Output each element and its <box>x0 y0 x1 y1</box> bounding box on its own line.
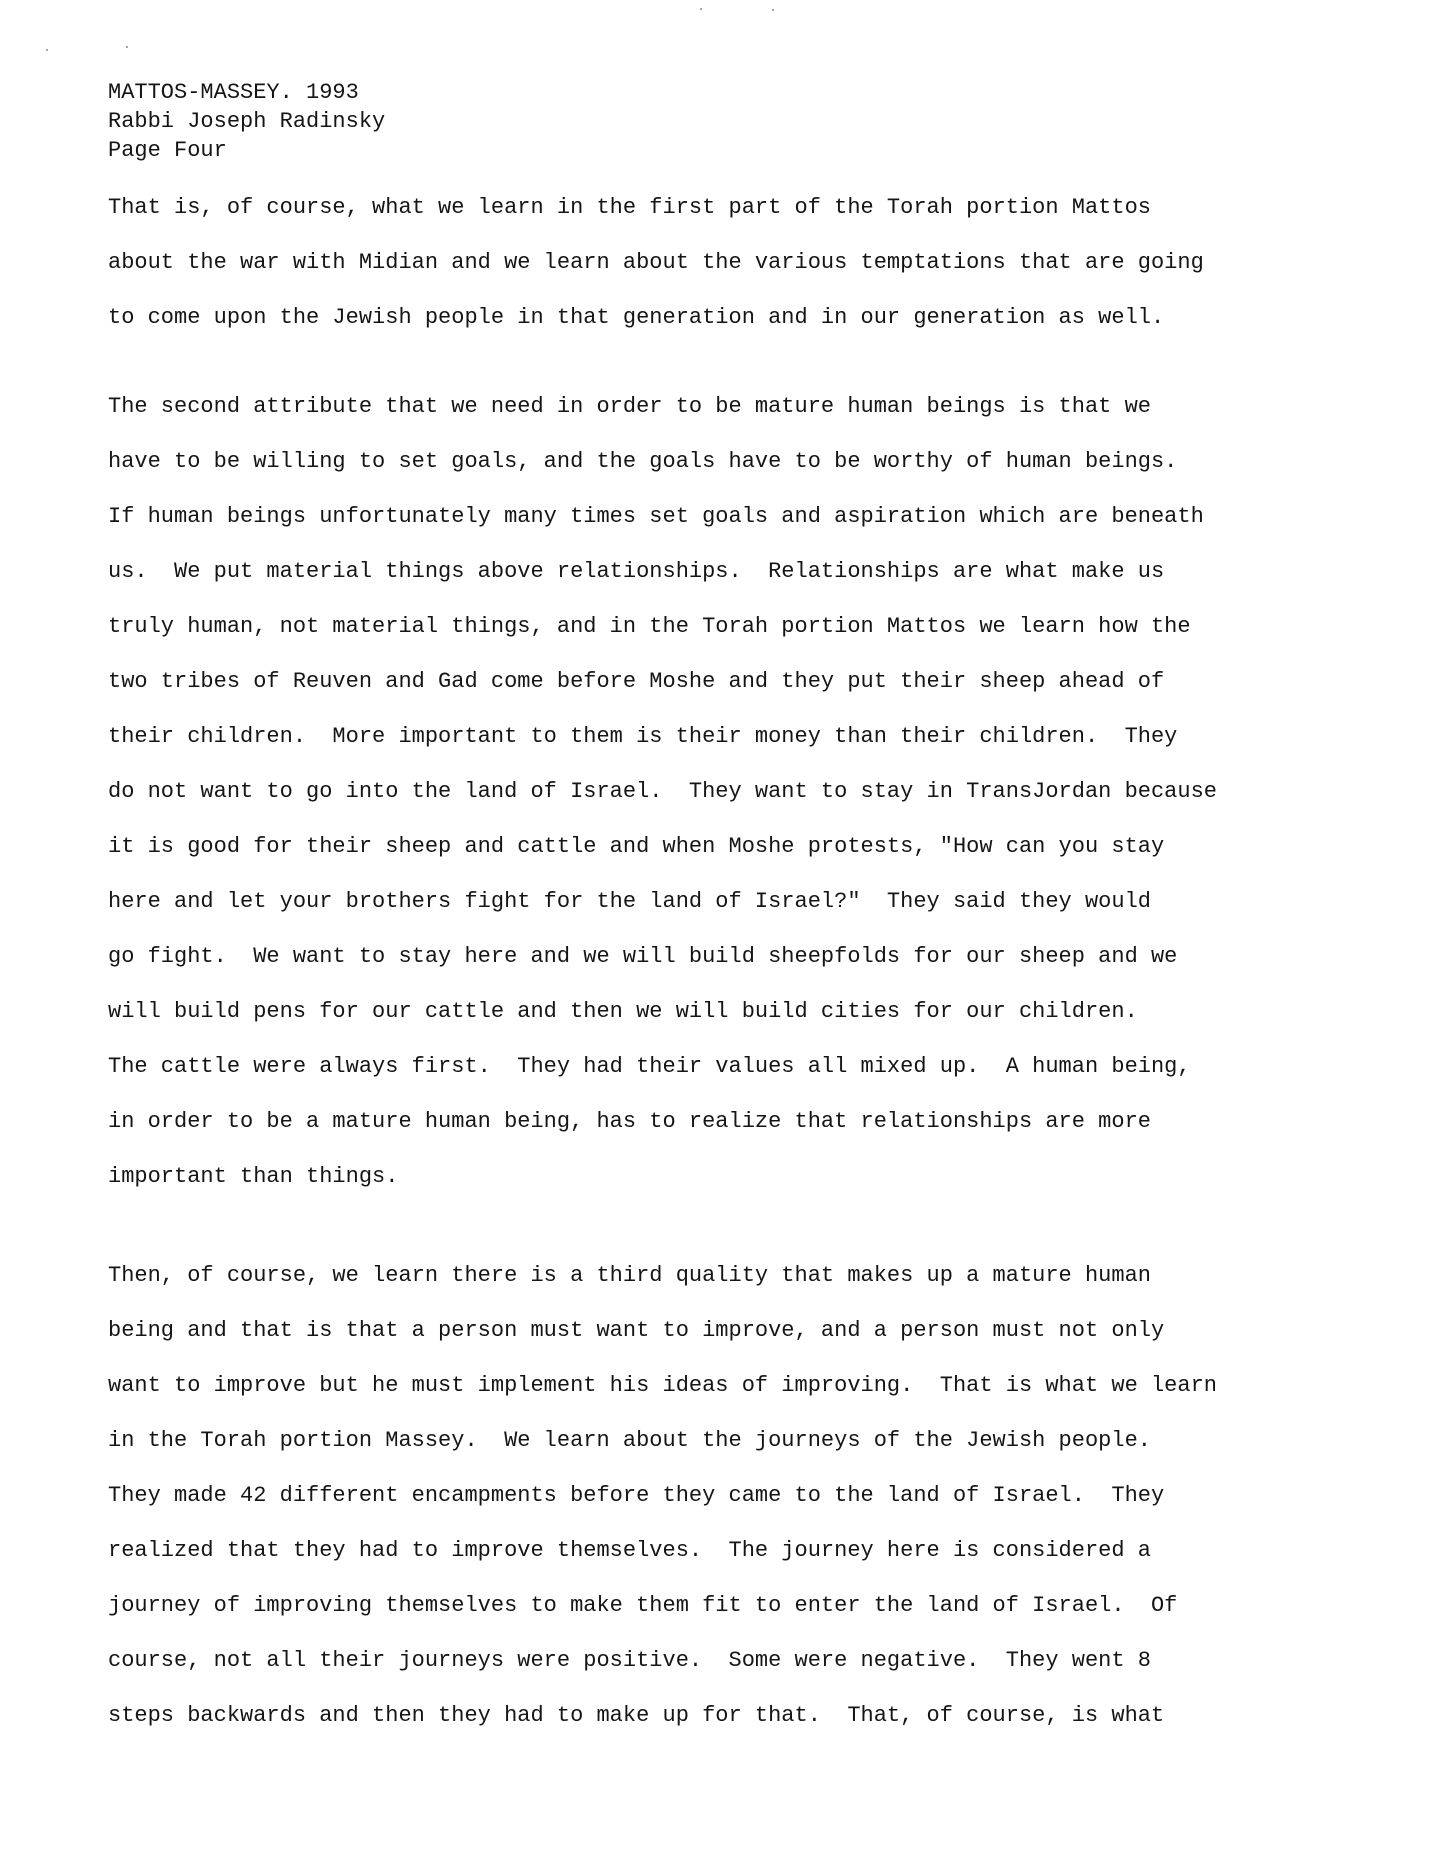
document-author: Rabbi Joseph Radinsky <box>108 109 386 134</box>
paragraph-2 <box>108 392 1238 1217</box>
scan-speck <box>700 8 702 10</box>
paragraph-1 <box>108 193 1238 358</box>
text-line: important than things. <box>108 1164 399 1189</box>
text-line: If human beings unfortunately many times set goals and aspiration which are beneath <box>108 504 1204 529</box>
text-line: about the war with Midian and we learn about the various temptations that are going <box>108 250 1204 275</box>
text-line: will build pens for our cattle and then we will build cities for our children. <box>108 999 1138 1024</box>
text-line: course, not all their journeys were positive. Some were negative. They went 8 <box>108 1648 1151 1673</box>
text-line: in the Torah portion Massey. We learn about the journeys of the Jewish people. <box>108 1428 1151 1453</box>
text-line: here and let your brothers fight for the land of Israel?" They said they would <box>108 889 1151 914</box>
document-title: MATTOS-MASSEY. 1993 <box>108 80 359 105</box>
text-line: to come upon the Jewish people in that generation and in our generation as well. <box>108 305 1165 330</box>
text-line: realized that they had to improve themselves. The journey here is considered a <box>108 1538 1151 1563</box>
paragraph-3 <box>108 1261 1238 1756</box>
page-label: Page Four <box>108 138 227 163</box>
text-line: do not want to go into the land of Israel. They want to stay in TransJordan because <box>108 779 1217 804</box>
text-line: two tribes of Reuven and Gad come before Moshe and they put their sheep ahead of <box>108 669 1165 694</box>
text-line: it is good for their sheep and cattle and when Moshe protests, "How can you stay <box>108 834 1165 859</box>
text-line: That is, of course, what we learn in the first part of the Torah portion Mattos <box>108 195 1151 220</box>
document-header <box>108 78 385 165</box>
scan-speck <box>46 49 48 51</box>
scan-speck <box>126 46 128 48</box>
text-line: want to improve but he must implement his ideas of improving. That is what we learn <box>108 1373 1217 1398</box>
scan-speck <box>772 9 774 11</box>
text-line: being and that is that a person must want to improve, and a person must not only <box>108 1318 1165 1343</box>
text-line: Then, of course, we learn there is a third quality that makes up a mature human <box>108 1263 1151 1288</box>
text-line: steps backwards and then they had to make up for that. That, of course, is what <box>108 1703 1165 1728</box>
text-line: truly human, not material things, and in the Torah portion Mattos we learn how the <box>108 614 1191 639</box>
text-line: have to be willing to set goals, and the goals have to be worthy of human beings. <box>108 449 1178 474</box>
text-line: their children. More important to them is their money than their children. They <box>108 724 1178 749</box>
text-line: us. We put material things above relationships. Relationships are what make us <box>108 559 1165 584</box>
text-line: They made 42 different encampments before they came to the land of Israel. They <box>108 1483 1165 1508</box>
text-line: The second attribute that we need in order to be mature human beings is that we <box>108 394 1151 419</box>
text-line: go fight. We want to stay here and we will build sheepfolds for our sheep and we <box>108 944 1178 969</box>
text-line: The cattle were always first. They had their values all mixed up. A human being, <box>108 1054 1191 1079</box>
text-line: journey of improving themselves to make them fit to enter the land of Israel. Of <box>108 1593 1178 1618</box>
text-line: in order to be a mature human being, has to realize that relationships are more <box>108 1109 1151 1134</box>
